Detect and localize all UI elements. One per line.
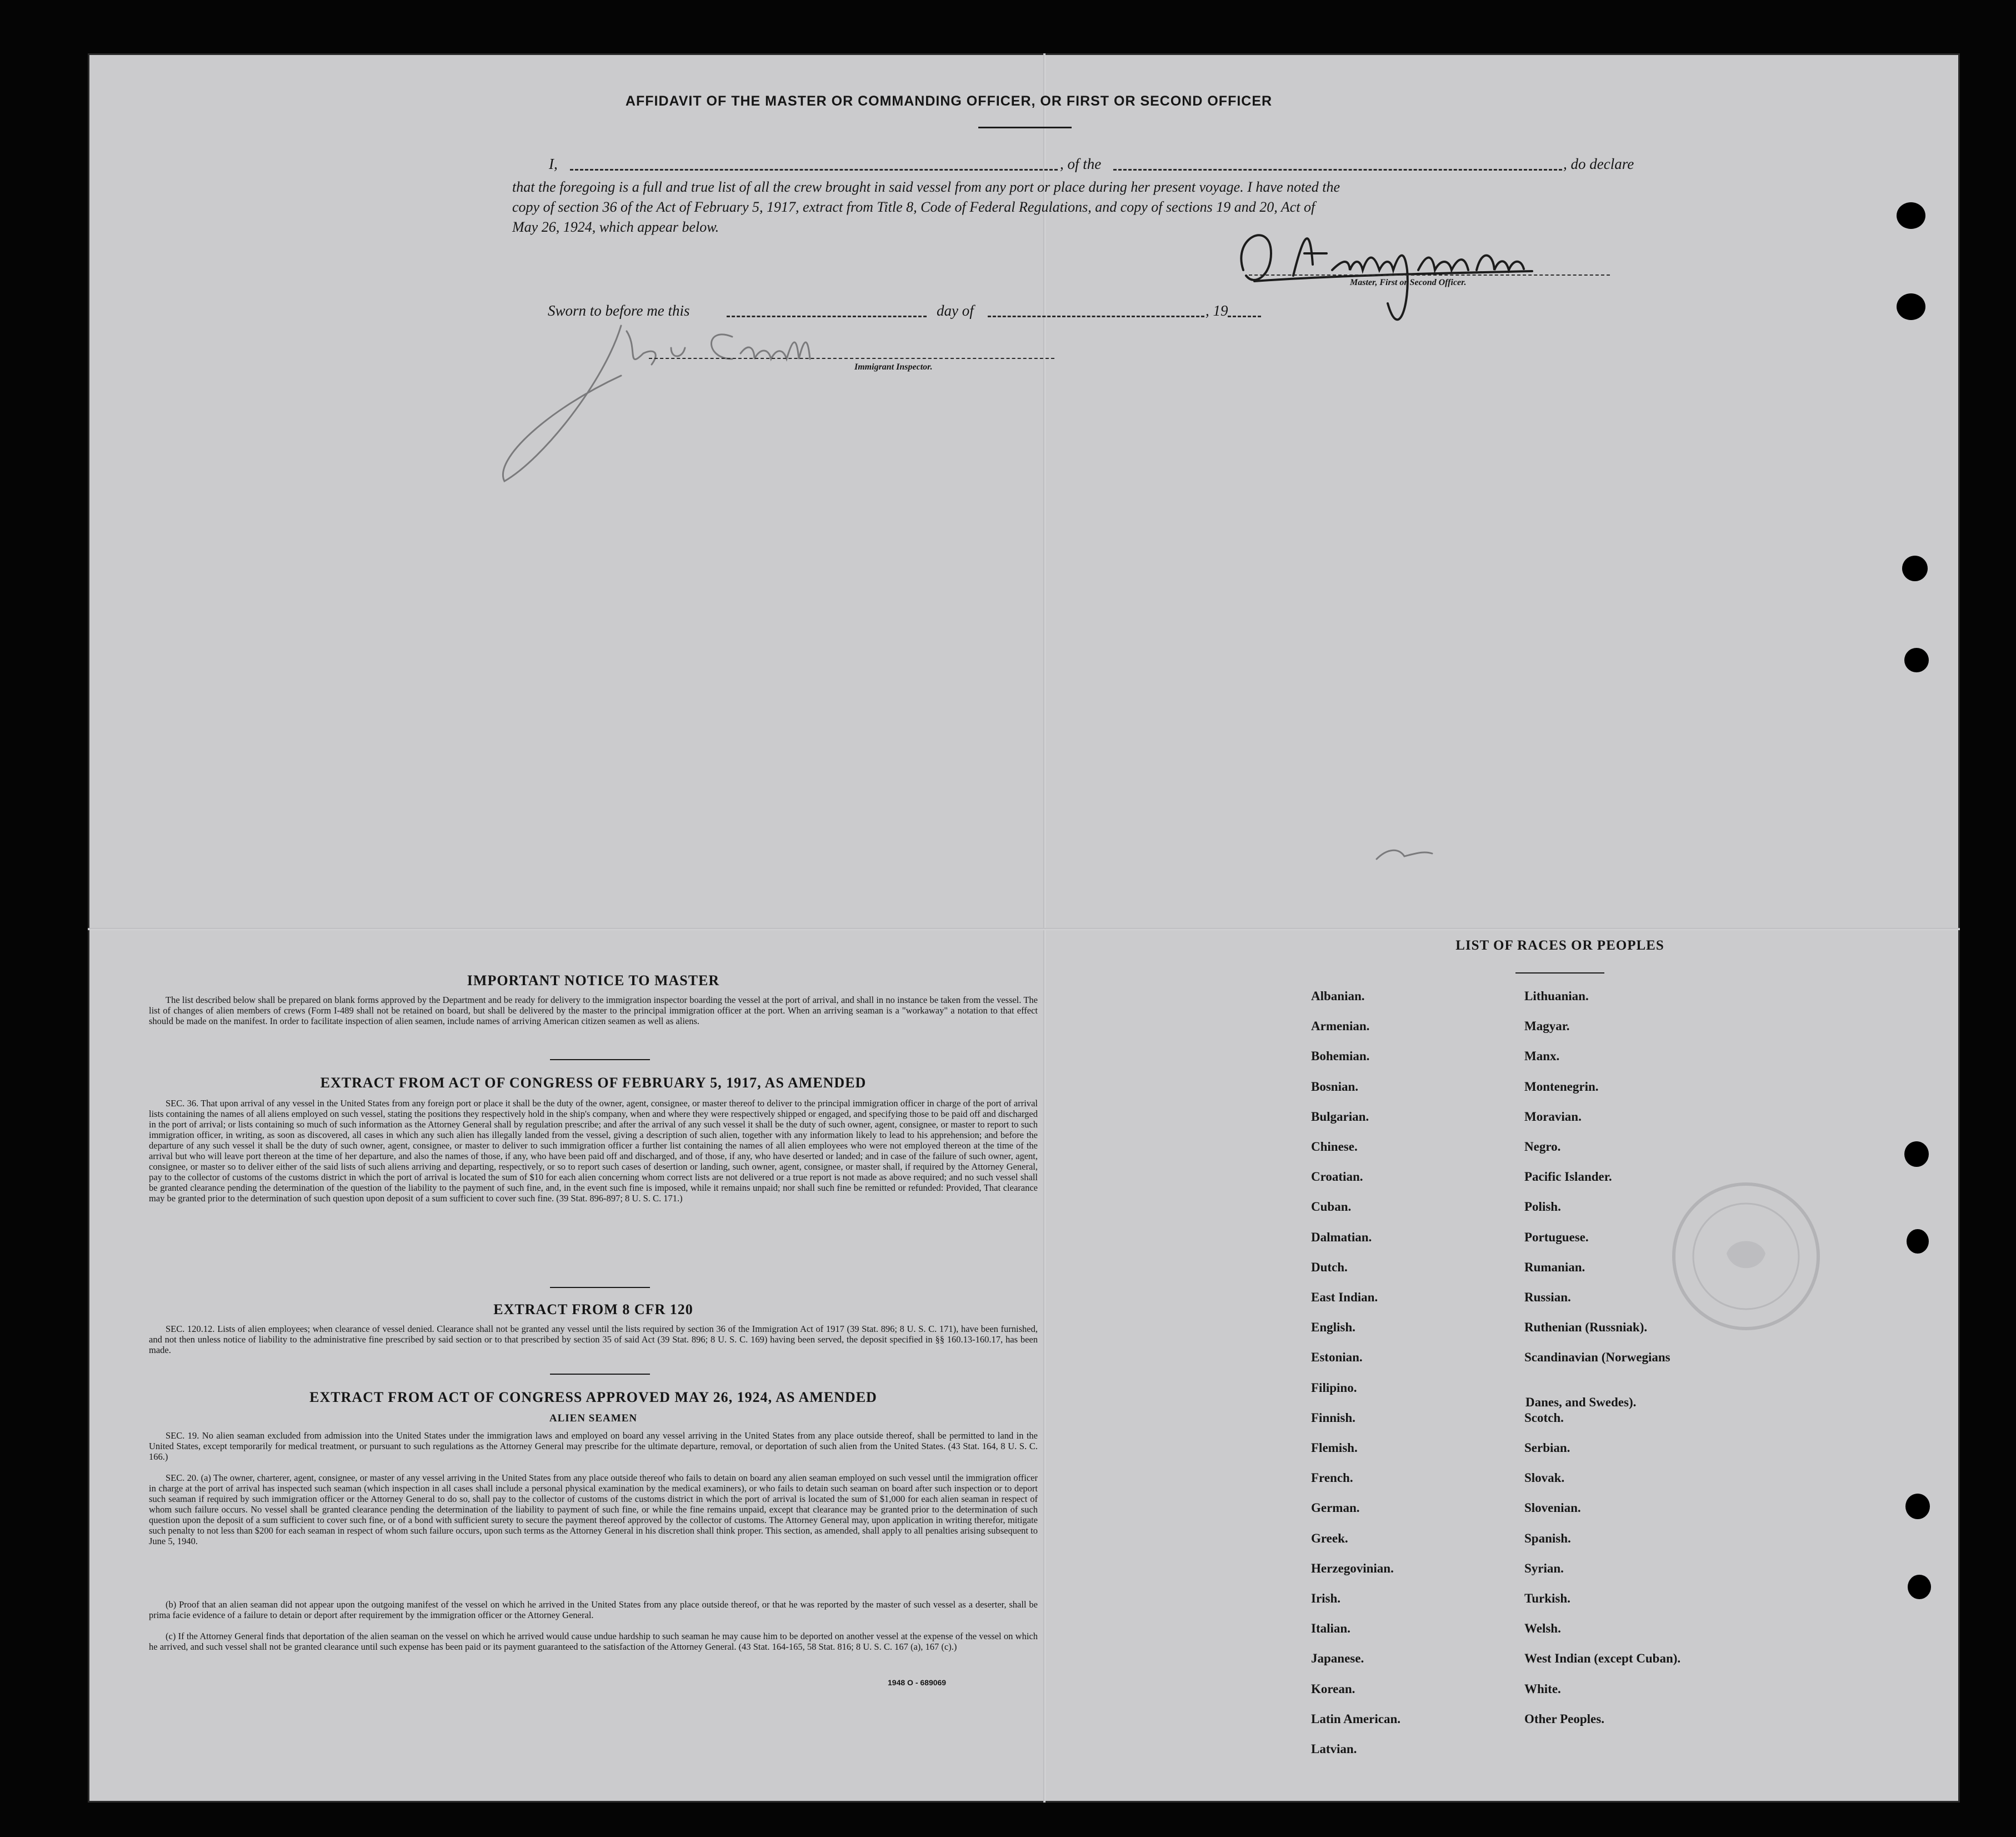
sworn-year-blank	[1228, 316, 1261, 317]
notice-title: IMPORTANT NOTICE TO MASTER	[467, 972, 720, 989]
race-item: Croatian.	[1311, 1170, 1363, 1184]
race-item: Filipino.	[1311, 1380, 1357, 1395]
affidavit-i: I,	[549, 156, 558, 172]
race-item: Welsh.	[1524, 1621, 1561, 1636]
race-item: East Indian.	[1311, 1290, 1378, 1304]
race-item: Korean.	[1311, 1681, 1355, 1696]
race-item: Lithuanian.	[1524, 989, 1589, 1003]
notice-rule	[550, 1059, 650, 1060]
race-item: Flemish.	[1311, 1441, 1358, 1455]
extract-1924-sec20a: SEC. 20. (a) The owner, charterer, agent, consignee, or master of any vessel arriving in the United States from any place outside thereof who fails to detain on board any alien seaman employed on such vessel until the immigration officer in charge at the port of arrival has inspected such seaman (which inspection in all cases shall include a personal physical examination by the medical examiners), or who fails to detain such seaman on board after such inspection or to deport such seaman if required by such immigration officer or the Attorney General to do so, shall pay to the collector of customs of the customs district in which the port of arrival is located the sum of $1,000 for each alien seaman in respect of whom such failure occurs. No vessel shall be granted clearance pending the determination of the liability to payment of such fine, or while the fine remains unpaid, except that clearance may be granted prior to the determination of such question upon the deposit of a sum sufficient to cover such fine, or of a bond with sufficient surety to secure the payment thereof approved by the collector of customs. The Attorney General may, upon application in writing therefor, mitigate such penalty to not less than $200 for each seaman in respect of whom such failure occurs, upon such terms as the Attorney General in his discretion shall think proper. This section, as amended, shall apply to all penalties arising subsequent to June 5, 1940.	[149, 1472, 1038, 1546]
race-item: Polish.	[1524, 1200, 1561, 1214]
sworn-year: , 19	[1205, 302, 1228, 319]
race-item: Danes, and Swedes).	[1525, 1395, 1637, 1409]
race-item: French.	[1311, 1471, 1353, 1485]
inspector-signature	[493, 315, 838, 492]
race-item: Italian.	[1311, 1621, 1350, 1636]
extract-1917-text: SEC. 36. That upon arrival of any vessel in the United States from any foreign port or place it shall be the duty of the owner, agent, consignee, or master thereof to deliver to the principal immigration officer in charge of the port of arrival lists containing the names of all aliens employed on such vessel, stating the positions they respectively hold in the ship's company, when and where they were respectively shipped or engaged, and specifying those to be paid off and discharged in the port of arrival; or lists containing so much of such information as the Attorney General shall by regulation prescribe; and after the arrival of any such vessel it shall be the duty of such owner, agent, consignee, or master to report to such immigration officer, in writing, as soon as discovered, all cases in which any such alien has illegally landed from the vessel, giving a description of such alien, together with any information likely to lead to his apprehension; and before the departure of any such vessel it shall be the duty of such owner, agent, consignee, or master to deliver to such immigration officer a further list containing the names of all alien employees who were not employed thereon at the time of the arrival but who will leave port thereon at the time of her departure, and also the names of those, if any, who have been paid off and discharged, and of those, if any, who have deserted or landed; and in case of the failure of such owner, agent, consignee, or master so to deliver either of the said lists of such aliens arriving and departing, respectively, or so to report such cases of desertion or landing, such owner, agent, consignee, or master shall, if required by the Attorney General, pay to the collector of customs of the customs district in which the port of arrival is located the sum of $10 for each alien concerning whom correct lists are not delivered or a true report is not made as above required; and no such vessel shall be granted clearance pending the determination of the question of the liability to the payment of such fine, and, in the event such fine is imposed, while it remains unpaid; nor shall such fine be remitted or refunded: Provided, That clearance may be granted prior to the determination of such question upon deposit of a sum sufficient to cover such fine. (39 Stat. 896-897; 8 U. S. C. 171.)	[149, 1098, 1038, 1204]
race-item: Chinese.	[1311, 1140, 1358, 1154]
race-item: West Indian (except Cuban).	[1524, 1651, 1681, 1666]
race-item: Dalmatian.	[1311, 1230, 1372, 1244]
punch-hole	[1897, 293, 1925, 320]
race-item: Slovenian.	[1524, 1501, 1581, 1515]
race-item: Irish.	[1311, 1591, 1341, 1605]
extract-1924-title: EXTRACT FROM ACT OF CONGRESS APPROVED MAY 26, 1924, AS AMENDED	[309, 1389, 877, 1405]
sworn-month-blank	[988, 316, 1204, 317]
master-signature-line	[1249, 274, 1610, 276]
extract-1924-sec20c: (c) If the Attorney General finds that deportation of the alien seaman on the vessel on which he arrived would cause undue hardship to such seaman he may cause him to be deported on another vessel at the expense of the vessel on which he arrived, and such vessel shall not be granted clearance until such expense has been paid or its payment guaranteed to the satisfaction of the Attorney General. (43 Stat. 164-165, 58 Stat. 816; 8 U. S. C. 167 (a), 167 (c).)	[149, 1631, 1038, 1652]
race-item: English.	[1311, 1320, 1355, 1335]
punch-hole	[1904, 648, 1929, 672]
race-item: Russian.	[1524, 1290, 1571, 1304]
race-item: Bosnian.	[1311, 1079, 1359, 1094]
affidavit-title: AFFIDAVIT OF THE MASTER OR COMMANDING OFFICER, OR FIRST OR SECOND OFFICER	[625, 93, 1273, 109]
affidavit-of-the: , of the	[1060, 156, 1102, 172]
race-item: Rumanian.	[1524, 1260, 1585, 1274]
race-item: White.	[1524, 1681, 1561, 1696]
race-item: Japanese.	[1311, 1651, 1364, 1666]
races-rule	[1515, 972, 1604, 974]
punch-hole	[1907, 1229, 1929, 1254]
race-item: Spanish.	[1524, 1531, 1571, 1545]
horizontal-fold-line	[88, 928, 1960, 930]
race-item: Herzegovinian.	[1311, 1561, 1394, 1575]
race-item: Serbian.	[1524, 1441, 1570, 1455]
inspector-caption: Immigrant Inspector.	[854, 362, 933, 372]
extract-1917-title: EXTRACT FROM ACT OF CONGRESS OF FEBRUARY 5, 1917, AS AMENDED	[320, 1075, 867, 1091]
extract-1917-rule	[550, 1287, 650, 1288]
sworn-day-of: day of	[937, 302, 974, 319]
punch-hole	[1905, 1494, 1930, 1519]
race-item: Pacific Islander.	[1524, 1170, 1612, 1184]
extract-1924-sec19: SEC. 19. No alien seaman excluded from admission into the United States under the immigration laws and employed on board any vessel arriving in the United States from any place outside thereof, shall be permitted to land in the United States, except temporarily for medical treatment, or pursuant to such regulations as the Attorney General may prescribe for the ultimate departure, removal, or deportation of such alien from the United States. (43 Stat. 164, 8 U. S. C. 166.)	[149, 1430, 1038, 1462]
race-item: Latvian.	[1311, 1742, 1357, 1756]
race-item: Scandinavian (Norwegians	[1524, 1350, 1670, 1365]
affidavit-line4: May 26, 1924, which appear below.	[512, 219, 719, 235]
inspector-signature-line	[649, 358, 1054, 359]
punch-hole	[1908, 1575, 1931, 1599]
race-item: Syrian.	[1524, 1561, 1564, 1575]
master-caption: Master, First or Second Officer.	[1350, 278, 1467, 287]
race-item: Montenegrin.	[1524, 1079, 1599, 1094]
extract-1924-sec20b: (b) Proof that an alien seaman did not appear upon the outgoing manifest of the vessel on which he arrived in the United States from any place outside thereof, or that he was reported by the master of such vessel as a deserter, shall be prima facie evidence of a failure to detain or deport after requirement by the immigration officer or the Attorney General.	[149, 1599, 1038, 1620]
pencil-mark	[1371, 842, 1438, 865]
punch-hole	[1897, 202, 1925, 229]
form-back-page	[88, 53, 1960, 1803]
vessel-blank	[1113, 169, 1562, 171]
race-item: Portuguese.	[1524, 1230, 1589, 1244]
punch-hole	[1904, 1141, 1929, 1167]
extract-cfr-text: SEC. 120.12. Lists of alien employees; when clearance of vessel denied. Clearance shall not be granted any vessel until the lists required by section 36 of the Immigration Act of 1917 (39 Stat. 896; 8 U. S. C. 171), have been furnished, and not then unless notice of liability to the administrative fine prescribed by said section or to that prescribed by section 35 of said Act (39 Stat. 896; 8 U. S. C. 169) having been served, the deposit specified in §§ 160.13-160.17, has been made.	[149, 1324, 1038, 1355]
race-item: Bulgarian.	[1311, 1109, 1369, 1124]
print-code: 1948 O - 689069	[888, 1678, 947, 1687]
affidavit-title-rule	[978, 127, 1072, 128]
race-item: Armenian.	[1311, 1019, 1370, 1034]
race-item: Scotch.	[1524, 1410, 1564, 1425]
affidavit-line2: that the foregoing is a full and true list of all the crew brought in said vessel from any port or place during her present voyage. I have noted the	[512, 179, 1340, 195]
race-item: Moravian.	[1524, 1109, 1582, 1124]
race-item: Finnish.	[1311, 1410, 1355, 1425]
race-item: Cuban.	[1311, 1200, 1352, 1214]
race-item: Latin American.	[1311, 1711, 1400, 1726]
race-item: Negro.	[1524, 1140, 1561, 1154]
race-item: Turkish.	[1524, 1591, 1570, 1605]
race-item: Estonian.	[1311, 1350, 1363, 1365]
punch-hole	[1902, 556, 1928, 581]
race-item: German.	[1311, 1501, 1360, 1515]
extract-cfr-rule	[550, 1374, 650, 1375]
races-title: LIST OF RACES OR PEOPLES	[1455, 938, 1664, 953]
race-item: Albanian.	[1311, 989, 1365, 1003]
race-item: Slovak.	[1524, 1471, 1565, 1485]
name-blank	[570, 169, 1058, 171]
race-item: Dutch.	[1311, 1260, 1348, 1274]
extract-cfr-title: EXTRACT FROM 8 CFR 120	[493, 1301, 693, 1317]
race-item: Other Peoples.	[1524, 1711, 1604, 1726]
notice-text: The list described below shall be prepared on blank forms approved by the Department and be ready for delivery to the immigration inspector boarding the vessel at the port of arrival, and shall in no instance be taken from the vessel. The list of changes of alien members of crews (Form I-489 shall not be retained on board, but shall be delivered by the master to the principal immigration officer at the port. When an arriving seaman is a "workaway" a notation to that effect should be made on the manifest. In order to facilitate inspection of alien seamen, include names of arriving American citizen seamen as well as aliens.	[149, 995, 1038, 1026]
affidavit-do-declare: , do declare	[1563, 156, 1634, 172]
race-item: Bohemian.	[1311, 1049, 1370, 1064]
race-item: Magyar.	[1524, 1019, 1570, 1034]
race-item: Greek.	[1311, 1531, 1348, 1545]
sworn-text: Sworn to before me this	[548, 302, 690, 319]
alien-seamen-subtitle: ALIEN SEAMEN	[549, 1412, 638, 1424]
faint-seal	[1665, 1176, 1827, 1337]
affidavit-line3: copy of section 36 of the Act of February 5, 1917, extract from Title 8, Code of Federal Regulations, and copy of sections 19 and 20, Act of	[512, 199, 1315, 215]
race-item: Ruthenian (Russniak).	[1524, 1320, 1648, 1335]
race-item: Manx.	[1524, 1049, 1560, 1064]
